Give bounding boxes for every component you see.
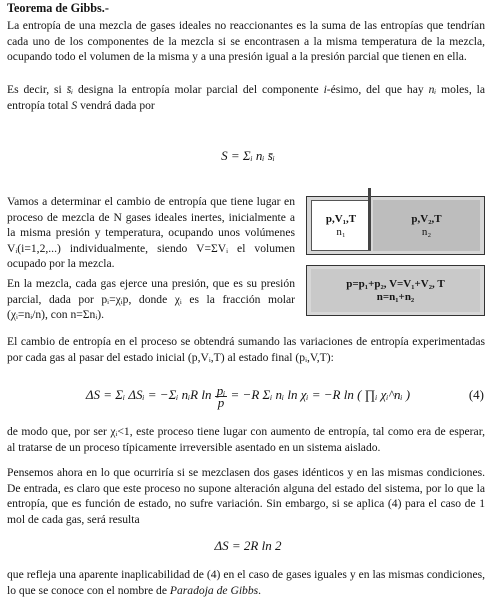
diagram-initial-state (306, 196, 485, 255)
p2-text-e: vendrá dada por (80, 98, 155, 112)
p2-symbol-S: S (71, 98, 78, 112)
p2-symbol-n: nᵢ (428, 83, 437, 96)
mixture-moles: n=n₁+n₂ (376, 290, 415, 303)
p2-text-b: designa la entropía molar parcial del componente (77, 83, 319, 96)
paragraph-entropy-change: El cambio de entropía en el proceso se obtendrá sumando las variaciones de entropía experimentadas por cada gas al pasar del estado inicial (p,Vᵢ,T) al estado final (pᵢ,V,T): (7, 335, 485, 364)
paragraph-identical-gases: Pensemos ahora en lo que ocurriría si se mezclasen dos gases idénticos y en las mismas condiciones. De entrada, es claro que este proceso no supone alteración alguna del estado del sistema, por lo que la entropía, que es función de estado, no sufre variación. Sin embargo, si se aplica (4) para el caso de 1 mol de cada gas, será resulta (7, 466, 485, 526)
gas-1-moles: n₁ (336, 225, 346, 238)
gas-1-state: p,V₁,T (325, 212, 357, 225)
eq2-part-a: ΔS = Σᵢ ΔSᵢ = −Σᵢ nᵢR ln (85, 387, 212, 402)
eq2-denominator: p (217, 394, 225, 410)
equation-entropy-of-mixing (0, 378, 496, 412)
p8-text-c: . (258, 583, 262, 597)
mixed-gas-cell (311, 269, 480, 312)
paragraph-mixing-process: Vamos a determinar el cambio de entropía que tiene lugar en proceso de mezcla de N gases ideales inertes, inicialmente a la misma presión y temperatura, ocupando unos volúmenes Vᵢ(i=1,2,...) individualmente, siendo V=ΣVᵢ el volumen ocupado por la mezcla. (7, 195, 295, 271)
diagram-partition-wall (368, 188, 371, 250)
equation-total-entropy: S = Σᵢ nᵢ s̄ᵢ (221, 148, 275, 163)
equation-gibbs-result: ΔS = 2R ln 2 (214, 538, 282, 553)
paragraph-gibbs-paradox (7, 567, 485, 598)
gas-2-state: p,V₂,T (411, 212, 442, 225)
p2-text-d: moles, la entropía total (7, 83, 485, 112)
paragraph-intro: La entropía de una mezcla de gases ideales no reaccionantes es la suma de las entropías que tendrían cada uno de los componentes de la mezcla si se encontrasen a la misma temperatura de la mezcla, ocupando todo el volumen de la misma y a una presión igual a la presión parcial que tienen en ella. (7, 19, 485, 64)
p2-symbol-i: i (323, 83, 327, 96)
eq2-fraction (215, 382, 228, 410)
paragraph-irreversibility: de modo que, por ser χᵢ<1, este proceso tiene lugar con aumento de entropía, tal como era de esperar, al tratarse de un proceso típicamente irreversible asentado en un sistema aislado. (7, 425, 485, 454)
gibbs-paradox-term: Paradoja de Gibbs (169, 583, 259, 597)
mixture-state: p=p₁+p₂, V=V₁+V₂, T (346, 277, 445, 290)
initial-gas-2-cell (373, 200, 480, 251)
eq2-part-b: = −R Σᵢ nᵢ ln χᵢ = −R ln ( ∏ᵢ χᵢ^nᵢ ) (230, 387, 411, 402)
p8-text-a: que refleja una aparente inaplicabilidad de (4) en el caso de gases iguales y en las mismas condiciones, lo que se conoce con el nombre de (7, 568, 485, 597)
initial-gas-1-cell (311, 200, 371, 251)
diagram-final-state (306, 265, 485, 316)
p2-text-a: Es decir, si (7, 83, 62, 96)
paragraph-definition (7, 82, 485, 113)
equation-number: (4) (468, 387, 484, 402)
paragraph-partial-pressure: En la mezcla, cada gas ejerce una presión, que es su presión parcial, dada por pᵢ=χᵢp, donde χᵢ es la fracción molar (χᵢ=nᵢ/n), con n=Σnᵢ). (7, 277, 295, 322)
eq2-numerator: pᵢ (216, 382, 226, 398)
p2-symbol-s: s̄ᵢ (66, 83, 74, 96)
gas-2-moles: n₂ (421, 225, 432, 238)
section-title: Teorema de Gibbs.- (7, 1, 109, 15)
p2-text-c: -ésimo, del que hay (326, 83, 424, 96)
